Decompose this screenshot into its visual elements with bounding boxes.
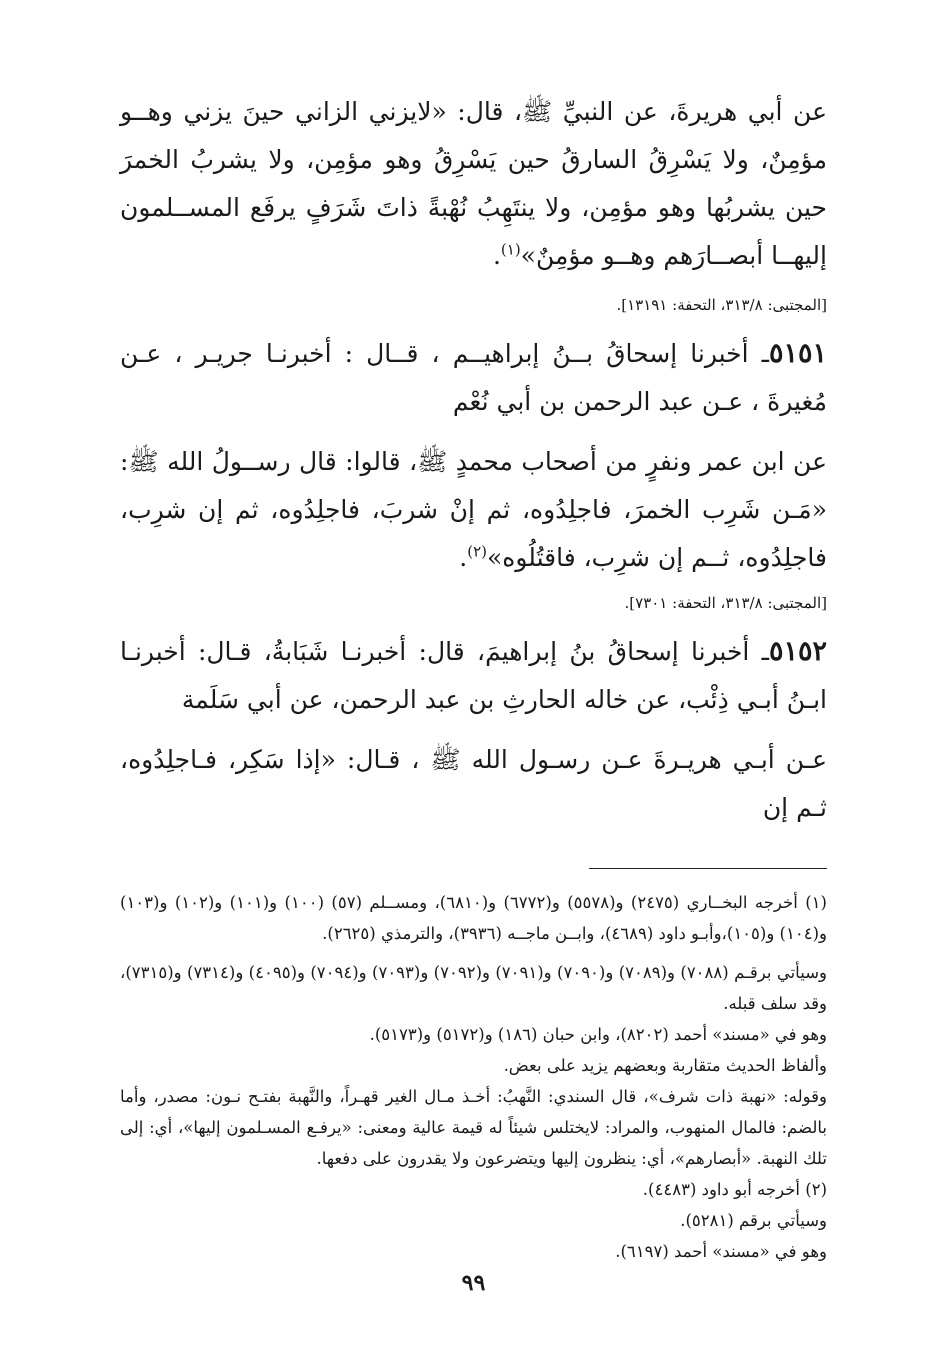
matn-text: عـن أبـي هريـرةَ عـن رسـول الله ﷺ ، قـال: «إذا سَكِر، فـاجلِدُوه، ثـم إن — [120, 745, 827, 822]
hadith-reference: [المجتبى: ٣١٣/٨، التحفة: ١٣١٩١]. — [616, 296, 827, 314]
isnad-text: ـ أخبرنا إسحاقُ بنُ إبراهيمَ، قال: أخبرنـا شَبَابةُ، قـال: أخبرنـا ابـنُ أبـي ذِئْب، عن خاله الحارثِ بن عبد الرحمن، عن أبي سَلَمة — [120, 637, 827, 714]
footnote-divider — [589, 868, 827, 869]
matn-text: عن ابن عمر ونفرٍ من أصحاب محمدٍ ﷺ، قالوا: قال رســولُ الله ﷺ: «مَـن شَرِب الخمرَ، فاجلِدُوه، ثم إنْ شربَ، فاجلِدُوه، ثم إن شرِب، فاجلِدُوه، ثــم إن شرِب، فاقتُلُوه» — [120, 447, 827, 572]
hadith-matn: عن ابن عمر ونفرٍ من أصحاب محمدٍ ﷺ، قالوا: قال رســولُ الله ﷺ: «مَـن شَرِب الخمرَ، فاجلِدُوه، ثم إنْ شربَ، فاجلِدُوه، ثم إن شرِب، فاجلِدُوه، ثــم إن شرِب، فاقتُلُوه»$^{(٢)}$. — [120, 447, 827, 572]
hadith-matn: عن أبي هريرةَ، عن النبيِّ ﷺ، قال: «لايزني الزاني حينَ يزني وهــو مؤمِنٌ، ولا يَسْرِقُ السارقُ حين يَسْرِقُ وهو مؤمِن، ولا يشربُ الخمرَ حين يشربُها وهو مؤمِن، ولا ينتَهِبُ نُهْبةً ذاتَ شَرَفٍ يرفَع المســلمون إليهــا أبصــارَهم وهــو مؤمِنٌ» — [120, 97, 827, 270]
footnote-1: (١) أخرجه البخــاري (٢٤٧٥) و(٥٥٧٨) و(٦٧٧٢) و(٦٨١٠)، ومســلم (٥٧) (١٠٠) و(١٠١) و(١٠٢) و(١٠٣) و(١٠٤) و(١٠٥)،وأبـو داود (٤٦٨٩)، وابــن ماجــه (٣٩٣٦)، والترمذي (٢٦٢٥). — [120, 893, 827, 943]
hadith-text: عن أبي هريرةَ، عن النبيِّ ﷺ، قال: «لايزني الزاني حينَ يزني وهــو مؤمِنٌ، ولا يَسْرِقُ السارقُ حين يَسْرِقُ وهو مؤمِن، ولا يشربُ الخمرَ حين يشربُها وهو مؤمِن، ولا ينتَهِبُ نُهْبةً ذاتَ شَرَفٍ يرفَع المســلمون إليهــا أبصــارَهم وهــو مؤمِنٌ»$^{(١)}$. — [120, 97, 827, 270]
hadith-matn — [120, 736, 827, 832]
footnote-line: وألفاظ الحديث متقاربة وبعضهم يزيد على بعض. — [503, 1056, 827, 1075]
isnad-text: ـ أخبرنا إسحاقُ بــنُ إبراهيــم ، قــال : أخبرنـا جريـر ، عـن مُغيرةَ ، عـن عبد الرحمن بن أبي نُعْم — [120, 339, 827, 416]
footnotes — [120, 887, 827, 1267]
footnote-2: (٢) أخرجه أبو داود (٤٤٨٣). — [642, 1180, 827, 1199]
hadith-number: ٥١٥١ — [768, 338, 827, 369]
hadith-number: ٥١٥٢ — [768, 636, 827, 667]
footnote-line: وسيأتي برقـم (٧٠٨٨) و(٧٠٨٩) و(٧٠٩٠) و(٧٠٩١) و(٧٠٩٢) و(٧٠٩٣) و(٧٠٩٤) و(٤٠٩٥) و(٧٣١٤) و(٧٣١٥)، وقد سلف قبله. — [120, 963, 827, 1013]
footnote-line: وهو في «مسند» أحمد (٨٢٠٢)، وابن حبان (١٨٦) و(٥١٧٢) و(٥١٧٣). — [369, 1025, 827, 1044]
footnote-line: وهو في «مسند» أحمد (٦١٩٧). — [615, 1242, 827, 1261]
footnote-marker: (١) — [500, 240, 521, 259]
footnote-line: وقوله: «نهبة ذات شرف»، قال السندي: النَّهبُ: أخـذ مـال الغير قهـراً، والنَّهبة بفتـح نـون: مصدر، وأما بالضم: فالمال المنهوب، والمراد: لايختلس شيئاً له قيمة عالية ومعنى: «يرفـع المسـلمون إليها»، أي: إلى تلك النهبة. «أبصارهم»، أي: ينظرون إليها ويتضرعون ولا يقدرون على دفعها. — [120, 1087, 827, 1168]
footnote-line: وسيأتي برقم (٥٢٨١). — [680, 1211, 827, 1230]
hadith-isnad — [120, 330, 827, 426]
page-number: ٩٩ — [461, 1270, 486, 1296]
hadith-isnad — [120, 628, 827, 724]
hadith-reference: [المجتبى: ٣١٣/٨، التحفة: ٧٣٠١]. — [624, 594, 827, 612]
footnote-marker: (٢) — [467, 542, 487, 561]
